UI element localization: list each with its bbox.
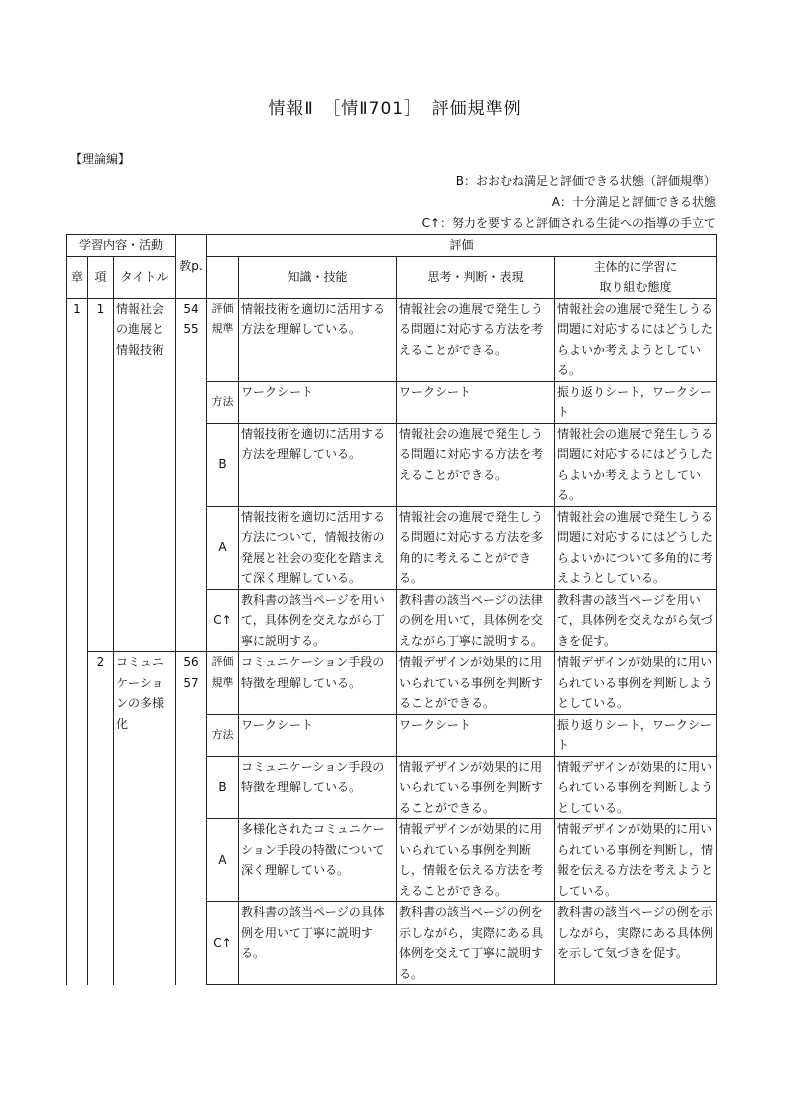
knowledge-cell: 情報技術を適切に活用する方法について，情報技術の発展と社会の変化を踏まえて深く理解している。: [239, 506, 397, 589]
table-row: [67, 298, 717, 381]
thinking-cell: 教科書の該当ページの例を示しながら，実際にある具体例を交えて丁寧に説明する。: [397, 902, 555, 985]
item-cell: 2: [88, 652, 114, 985]
row-label: 方法: [207, 381, 239, 423]
knowledge-cell: 教科書の該当ページを用いて，具体例を交えながら丁寧に説明する。: [239, 589, 397, 652]
page-start: 56: [183, 655, 199, 669]
legend-b: B：おおむね満足と評価できる状態（評価規準）: [455, 174, 716, 188]
row-label: 評価規準: [207, 298, 239, 381]
header-evaluation: 評価: [207, 235, 717, 257]
knowledge-cell: 多様化されたコミュニケーション手段の特徴について深く理解している。: [239, 819, 397, 902]
row-label: A: [207, 506, 239, 589]
row-label: B: [207, 756, 239, 819]
attitude-cell: 情報デザインが効果的に用いられている事例を判断しようとしている。: [555, 756, 717, 819]
attitude-cell: 情報社会の進展で発生しうる問題に対応するにはどうしたらよいか考えようとしている。: [555, 423, 717, 506]
attitude-cell: 教科書の該当ページを用いて，具体例を交えながら気づきを促す。: [555, 589, 717, 652]
row-label: C↑: [207, 589, 239, 652]
thinking-cell: ワークシート: [397, 381, 555, 423]
knowledge-cell: ワークシート: [239, 714, 397, 756]
row-label: C↑: [207, 902, 239, 985]
unit-title: コミュニケーションの多様化: [114, 652, 176, 985]
row-label: A: [207, 819, 239, 902]
attitude-cell: 情報社会の進展で発生しうる問題に対応するにはどうしたらよいかについて多角的に考えようとしている。: [555, 506, 717, 589]
page-title: 情報Ⅱ ［情Ⅱ701］ 評価規準例: [268, 99, 522, 119]
knowledge-cell: 教科書の該当ページの具体例を用いて丁寧に説明する。: [239, 902, 397, 985]
thinking-cell: 情報デザインが効果的に用いられている事例を判断し，情報を伝える方法を考えることができる。: [397, 819, 555, 902]
knowledge-cell: コミュニケーション手段の特徴を理解している。: [239, 756, 397, 819]
header-item: 項: [88, 256, 114, 298]
item-cell: 1: [88, 298, 114, 652]
page-start: 54: [183, 301, 199, 316]
thinking-cell: 情報社会の進展で発生しうる問題に対応する方法を考えることができる。: [397, 298, 555, 381]
header-label-blank: [207, 256, 239, 298]
header-attitude-line1: 主体的に学習に: [593, 259, 678, 274]
thinking-cell: 情報社会の進展で発生しうる問題に対応する方法を多角的に考えることができる。: [397, 506, 555, 589]
unit-title: 情報社会の進展と情報技術: [114, 298, 176, 652]
section-label: 【理論編】: [70, 152, 131, 166]
row-label: B: [207, 423, 239, 506]
page-end: 55: [183, 322, 199, 336]
legend-a: A：十分満足と評価できる状態: [551, 195, 716, 209]
page-end: 57: [183, 675, 199, 690]
header-thinking: 思考・判断・表現: [397, 256, 555, 298]
thinking-cell: 情報社会の進展で発生しうる問題に対応する方法を考えることができる。: [397, 423, 555, 506]
knowledge-cell: 情報技術を適切に活用する方法を理解している。: [239, 423, 397, 506]
table-row: [67, 652, 717, 715]
textbook-pages: [176, 298, 207, 652]
thinking-cell: 情報デザインが効果的に用いられている事例を判断することができる。: [397, 652, 555, 715]
header-textbook-page: 教p.: [176, 235, 207, 299]
header-chapter: 章: [67, 256, 88, 298]
legend-c: C↑：努力を要すると評価される生徒への指導の手立て: [421, 216, 716, 230]
row-label: 評価規準: [207, 652, 239, 715]
row-label: 方法: [207, 714, 239, 756]
thinking-cell: 教科書の該当ページの法律の例を用いて，具体例を交えながら丁寧に説明する。: [397, 589, 555, 652]
attitude-cell: 振り返りシート，ワークシート: [555, 381, 717, 423]
textbook-pages: [176, 652, 207, 985]
header-knowledge: 知識・技能: [239, 256, 397, 298]
thinking-cell: 情報デザインが効果的に用いられている事例を判断することができる。: [397, 756, 555, 819]
attitude-cell: 情報デザインが効果的に用いられている事例を判断し，情報を伝える方法を考えようとしている。: [555, 819, 717, 902]
attitude-cell: 教科書の該当ページの例を示しながら，実際にある具体例を示して気づきを促す。: [555, 902, 717, 985]
knowledge-cell: コミュニケーション手段の特徴を理解している。: [239, 652, 397, 715]
attitude-cell: 振り返りシート，ワークシート: [555, 714, 717, 756]
knowledge-cell: ワークシート: [239, 381, 397, 423]
header-title: タイトル: [114, 256, 176, 298]
chapter-cell: 1: [67, 298, 88, 985]
header-learning: 学習内容・活動: [67, 235, 176, 257]
attitude-cell: 情報デザインが効果的に用いられている事例を判断しようとしている。: [555, 652, 717, 715]
thinking-cell: ワークシート: [397, 714, 555, 756]
knowledge-cell: 情報技術を適切に活用する方法を理解している。: [239, 298, 397, 381]
header-attitude-line2: 取り組む態度: [599, 280, 672, 294]
attitude-cell: 情報社会の進展で発生しうる問題に対応するにはどうしたらよいか考えようとしている。: [555, 298, 717, 381]
header-attitude: [555, 256, 717, 298]
evaluation-table: [66, 234, 717, 985]
